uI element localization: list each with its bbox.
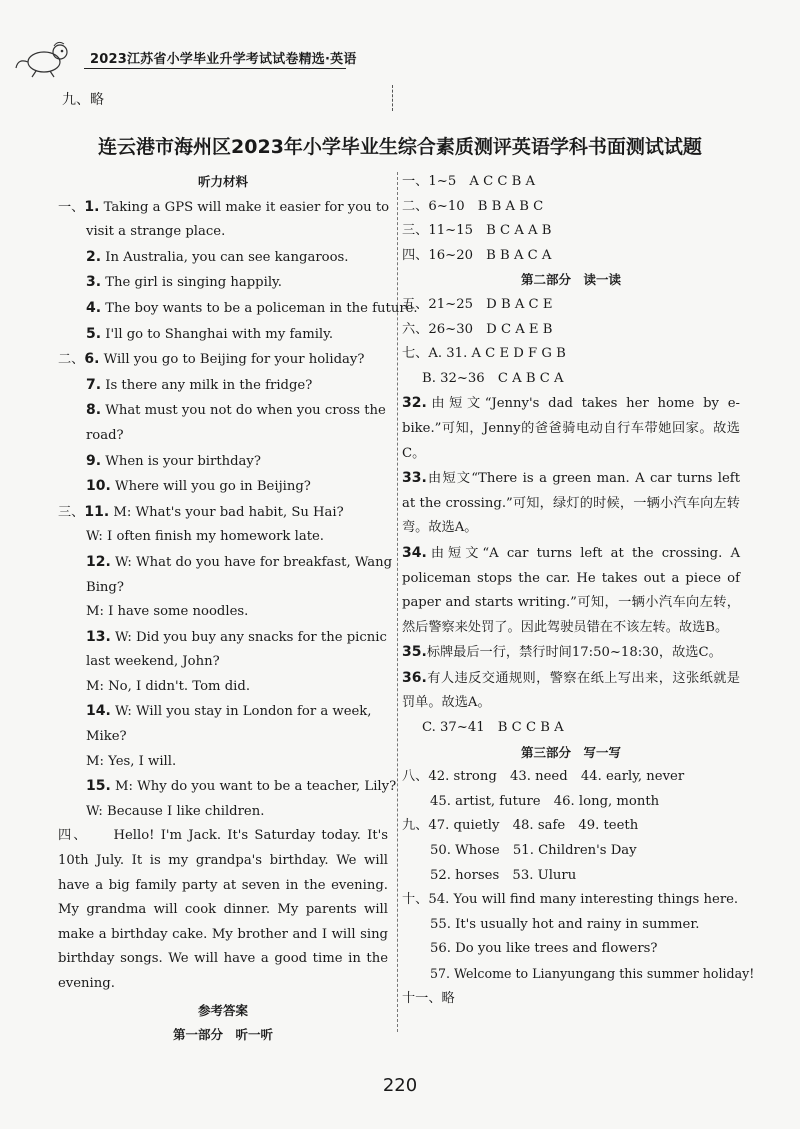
answer-line: 二、6~10 B B A B C	[402, 198, 544, 214]
list-item: 14. W: Will you stay in London for a week,	[86, 703, 372, 720]
list-item: 8. What must you not do when you cross the	[86, 402, 386, 419]
list-item: W: Because I like children.	[86, 803, 265, 819]
explanation-34: 34.由短文“A car turns left at the crossing. A policeman stops the car. He takes out a piece of paper and starts writing.”可知，一辆小汽车向左转，然后警察来处罚了。因此驾驶员错在不该左转。故选B。	[402, 544, 740, 635]
answer-line: 九、47. quietly 48. safe 49. teeth	[402, 818, 639, 834]
list-item: M: Yes, I will.	[86, 753, 177, 769]
list-item: road?	[86, 427, 124, 443]
header-title: 2023江苏省小学毕业升学考试试卷精选·英语	[90, 52, 357, 67]
right-column	[402, 170, 755, 1011]
passage-section-4: 四、 Hello! I'm Jack. It's Saturday today. It's 10th July. It is my grandpa's birthday. We will have a big family party at seven in the evening. My grandma will cook dinner. My parents will make a birthday cake. My brother and I will sing birthday songs. We will have a good time in the evening.	[58, 828, 389, 991]
list-item: M: No, I didn't. Tom did.	[86, 678, 251, 694]
answer-line: 57. Welcome to Lianyungang this summer holiday!	[430, 966, 755, 981]
section-9-note: 九、略	[62, 92, 104, 108]
top-divider	[392, 85, 393, 111]
list-item: 12. W: What do you have for breakfast, Wang	[86, 553, 393, 570]
answer-line: 50. Whose 51. Children's Day	[430, 843, 637, 859]
list-item: W: I often finish my homework late.	[86, 529, 324, 545]
answer-key-heading: 参考答案	[197, 1002, 248, 1018]
list-item: 2. In Australia, you can see kangaroos.	[86, 248, 349, 265]
answer-line: C. 37~41 B C C B A	[422, 720, 564, 736]
list-item: 15. M: Why do you want to be a teacher, Lily?	[86, 778, 397, 795]
answer-line: 四、16~20 B B A C A	[402, 247, 552, 263]
answer-line: 八、42. strong 43. need 44. early, never	[402, 769, 685, 785]
list-item: 3. The girl is singing happily.	[86, 274, 282, 291]
mascot-logo-icon	[14, 40, 84, 78]
explanation-33: 33.由短文“There is a green man. A car turns left at the crossing.”可知，绿灯的时候，一辆小汽车向左转弯。故选A。	[402, 470, 740, 536]
list-item: 9. When is your birthday?	[86, 452, 261, 469]
listening-material-heading: 听力材料	[197, 174, 248, 189]
page-header	[14, 40, 357, 78]
explanation-32: 32.由短文“Jenny's dad takes her home by e-bike.”可知，Jenny的爸爸骑电动自行车带她回家。故选C。	[402, 395, 740, 461]
answer-line: 三、11~15 B C A A B	[402, 223, 552, 239]
answer-line: 一、1~5 A C C B A	[402, 174, 536, 189]
list-item: 三、11. M: What's your bad habit, Su Hai?	[58, 503, 344, 520]
list-item: 二、6. Will you go to Beijing for your holiday?	[58, 351, 365, 368]
page-number: 220	[382, 1075, 418, 1096]
answer-line: 52. horses 53. Uluru	[430, 867, 577, 883]
part2-heading: 第二部分 读一读	[520, 272, 621, 288]
list-item: 13. W: Did you buy any snacks for the picnic	[86, 628, 387, 645]
answer-line: 56. Do you like trees and flowers?	[430, 941, 658, 957]
part1-heading: 第一部分 听一听	[172, 1027, 273, 1043]
list-item: visit a strange place.	[86, 224, 226, 240]
answer-line: B. 32~36 C A B C A	[422, 370, 564, 386]
list-item: last weekend, John?	[86, 654, 220, 670]
answer-line: 55. It's usually hot and rainy in summer.	[430, 916, 700, 932]
header-rule	[84, 68, 346, 69]
list-item: 10. Where will you go in Beijing?	[86, 478, 311, 495]
answer-line: 十一、略	[402, 990, 455, 1006]
list-item: 4. The boy wants to be a policeman in the future.	[86, 299, 418, 316]
answer-line: 六、26~30 D C A E B	[402, 321, 553, 337]
list-item: M: I have some noodles.	[86, 604, 249, 620]
answer-line: 十、54. You will find many interesting things here.	[402, 892, 739, 908]
answer-line: 七、A. 31. A C E D F G B	[402, 346, 566, 362]
answer-line: 45. artist, future 46. long, month	[430, 793, 660, 809]
part3-heading: 第三部分 写一写	[520, 744, 621, 760]
list-item: 5. I'll go to Shanghai with my family.	[86, 325, 334, 342]
exam-title: 连云港市海州区2023年小学毕业生综合素质测评英语学科书面测试试题	[98, 136, 702, 158]
left-column	[58, 170, 418, 1048]
explanation-36: 36.有人违反交通规则，警察在纸上写出来，这张纸就是罚单。故选A。	[402, 669, 740, 711]
explanation-35: 35.标牌最后一行，禁行时间17:50~18:30，故选C。	[402, 644, 722, 661]
answer-line: 五、21~25 D B A C E	[402, 296, 553, 312]
list-item: 一、1. Taking a GPS will make it easier for you to	[58, 198, 390, 215]
list-item: 7. Is there any milk in the fridge?	[86, 376, 313, 393]
list-item: Bing?	[86, 579, 124, 595]
list-item: Mike?	[86, 729, 127, 745]
